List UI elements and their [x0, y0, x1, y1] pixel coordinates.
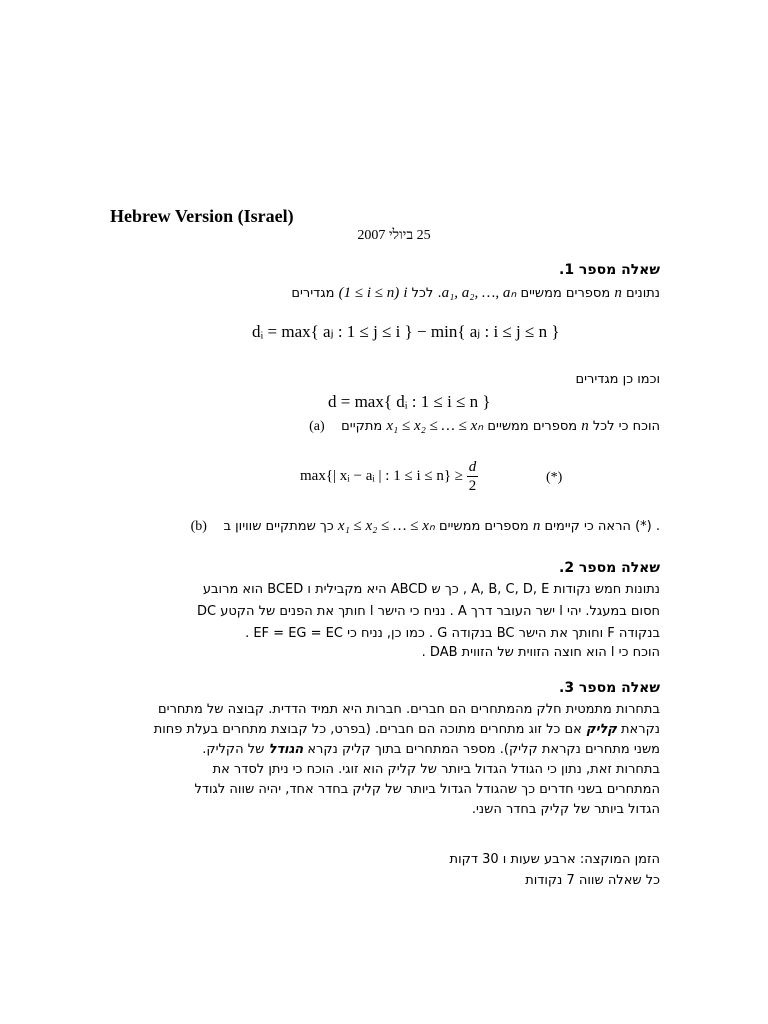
q1-part-a [110, 416, 660, 437]
part-a-text-c: מתקיים [341, 419, 383, 434]
math-range: (1 ≤ i ≤ n) [338, 285, 400, 301]
formula-max-left: max{| xᵢ − aᵢ | : 1 ≤ i ≤ n} ≥ [300, 467, 464, 484]
math-i: i [403, 285, 408, 301]
math-sequence-x-b: x₁ ≤ x₂ ≤ … ≤ xₙ [337, 518, 435, 534]
q3-title: שאלה מספר 3. [558, 680, 660, 696]
star-label: (*) [546, 470, 563, 485]
part-b-end: (*) . [635, 519, 660, 534]
q2-line-2: חסום במעגל. יהי l ישר העובר דרך A . נניח כי הישר l חותך את הפנים של הקטע DC [196, 604, 660, 619]
math-sequence-x: x₁ ≤ x₂ ≤ … ≤ xₙ [386, 418, 484, 434]
q3-line-2 [108, 720, 660, 740]
part-b-text-a: הראה כי קיימים [544, 519, 631, 534]
formula-max [300, 458, 478, 495]
q3-line2-b: אם כל זוג מתחרים מתוכה הם חברים. (בפרט, כל קבוצת מתחרים בעלת פחות [153, 722, 582, 737]
q1-line2: וכמו כן מגדירים [575, 372, 660, 387]
math-n-b: n [532, 518, 541, 534]
q2-title: שאלה מספר 2. [558, 560, 660, 576]
q3-line-3 [110, 740, 660, 760]
q2-line-1: נתונות חמש נקודות A, B, C, D, E , כך ש ABCD היא מקבילית ו BCED הוא מרובע [202, 582, 660, 597]
q2-line-3: בנקודה F וחותך את הישר BC בנקודה G . כמו כן, נניח כי EF = EG = EC . [245, 626, 660, 641]
q3-line-5: המתחרים בשני חדרים כך שהגודל הגדול ביותר של קליק בחדר אחד, יהיה שווה לגודל [194, 782, 660, 797]
q1-text-c: . לכל [411, 286, 442, 301]
points-per-question: כל שאלה שווה 7 נקודות [525, 873, 660, 888]
math-n-a: n [581, 418, 589, 434]
fraction-numerator: d [468, 459, 477, 475]
q3-size-term: הגודל [268, 742, 304, 757]
part-b-text-c: כך שמתקיים שוויון ב [223, 519, 334, 534]
q3-line2-a: נקראת [621, 722, 660, 737]
part-a-text-b: מספרים ממשיים [487, 419, 578, 434]
formula-fraction [467, 458, 479, 495]
version-heading: Hebrew Version (Israel) [110, 206, 294, 226]
time-allowed: הזמן המוקצה: ארבע שעות ו 30 דקות [449, 852, 660, 867]
q3-line3-a: משני מתחרים נקראת קליק). מספר המתחרים בתוך קליק נקרא [307, 742, 660, 757]
q3-line-6: הגדול ביותר של קליק בחדר השני. [471, 802, 660, 817]
q1-line1 [110, 283, 660, 304]
math-sequence-a: a₁, a₂, …, aₙ [441, 285, 517, 301]
q1-text-b: מספרים ממשיים [520, 286, 611, 301]
q1-text-d: מגדירים [291, 286, 335, 301]
q2-line-4: הוכח כי l הוא חוצה הזווית של הזווית DAB . [421, 645, 660, 660]
q3-line-1: בתחרות מתמטית חלק מהמתחרים הם חברים. חברות היא תמיד הדדית. קבוצה של מתחרים [158, 702, 660, 717]
date-line: 25 ביולי 2007 [357, 228, 431, 243]
part-a-label: (a) [309, 419, 325, 434]
part-b-text-b: מספרים ממשיים [438, 519, 529, 534]
q1-text-a: נתונים [625, 286, 660, 301]
part-b-label: (b) [190, 519, 207, 534]
q1-part-b [110, 516, 660, 537]
part-a-text-a: הוכח כי לכל [592, 419, 660, 434]
q3-line3-b: של הקליק. [202, 742, 265, 757]
q3-line-4: בתחרות זאת, נתון כי הגודל הגדול ביותר של קליק הוא זוגי. הוכח כי ניתן לסדר את [212, 762, 660, 777]
fraction-denominator: 2 [468, 478, 477, 494]
formula-d: d = max{ dᵢ : 1 ≤ i ≤ n } [328, 392, 491, 411]
math-n: n [614, 285, 622, 301]
q3-clique-term: קליק [586, 722, 617, 737]
formula-di: dᵢ = max{ aⱼ : 1 ≤ j ≤ i } − min{ aⱼ : i ≤ j ≤ n } [252, 322, 560, 341]
q1-title: שאלה מספר 1. [558, 262, 660, 278]
